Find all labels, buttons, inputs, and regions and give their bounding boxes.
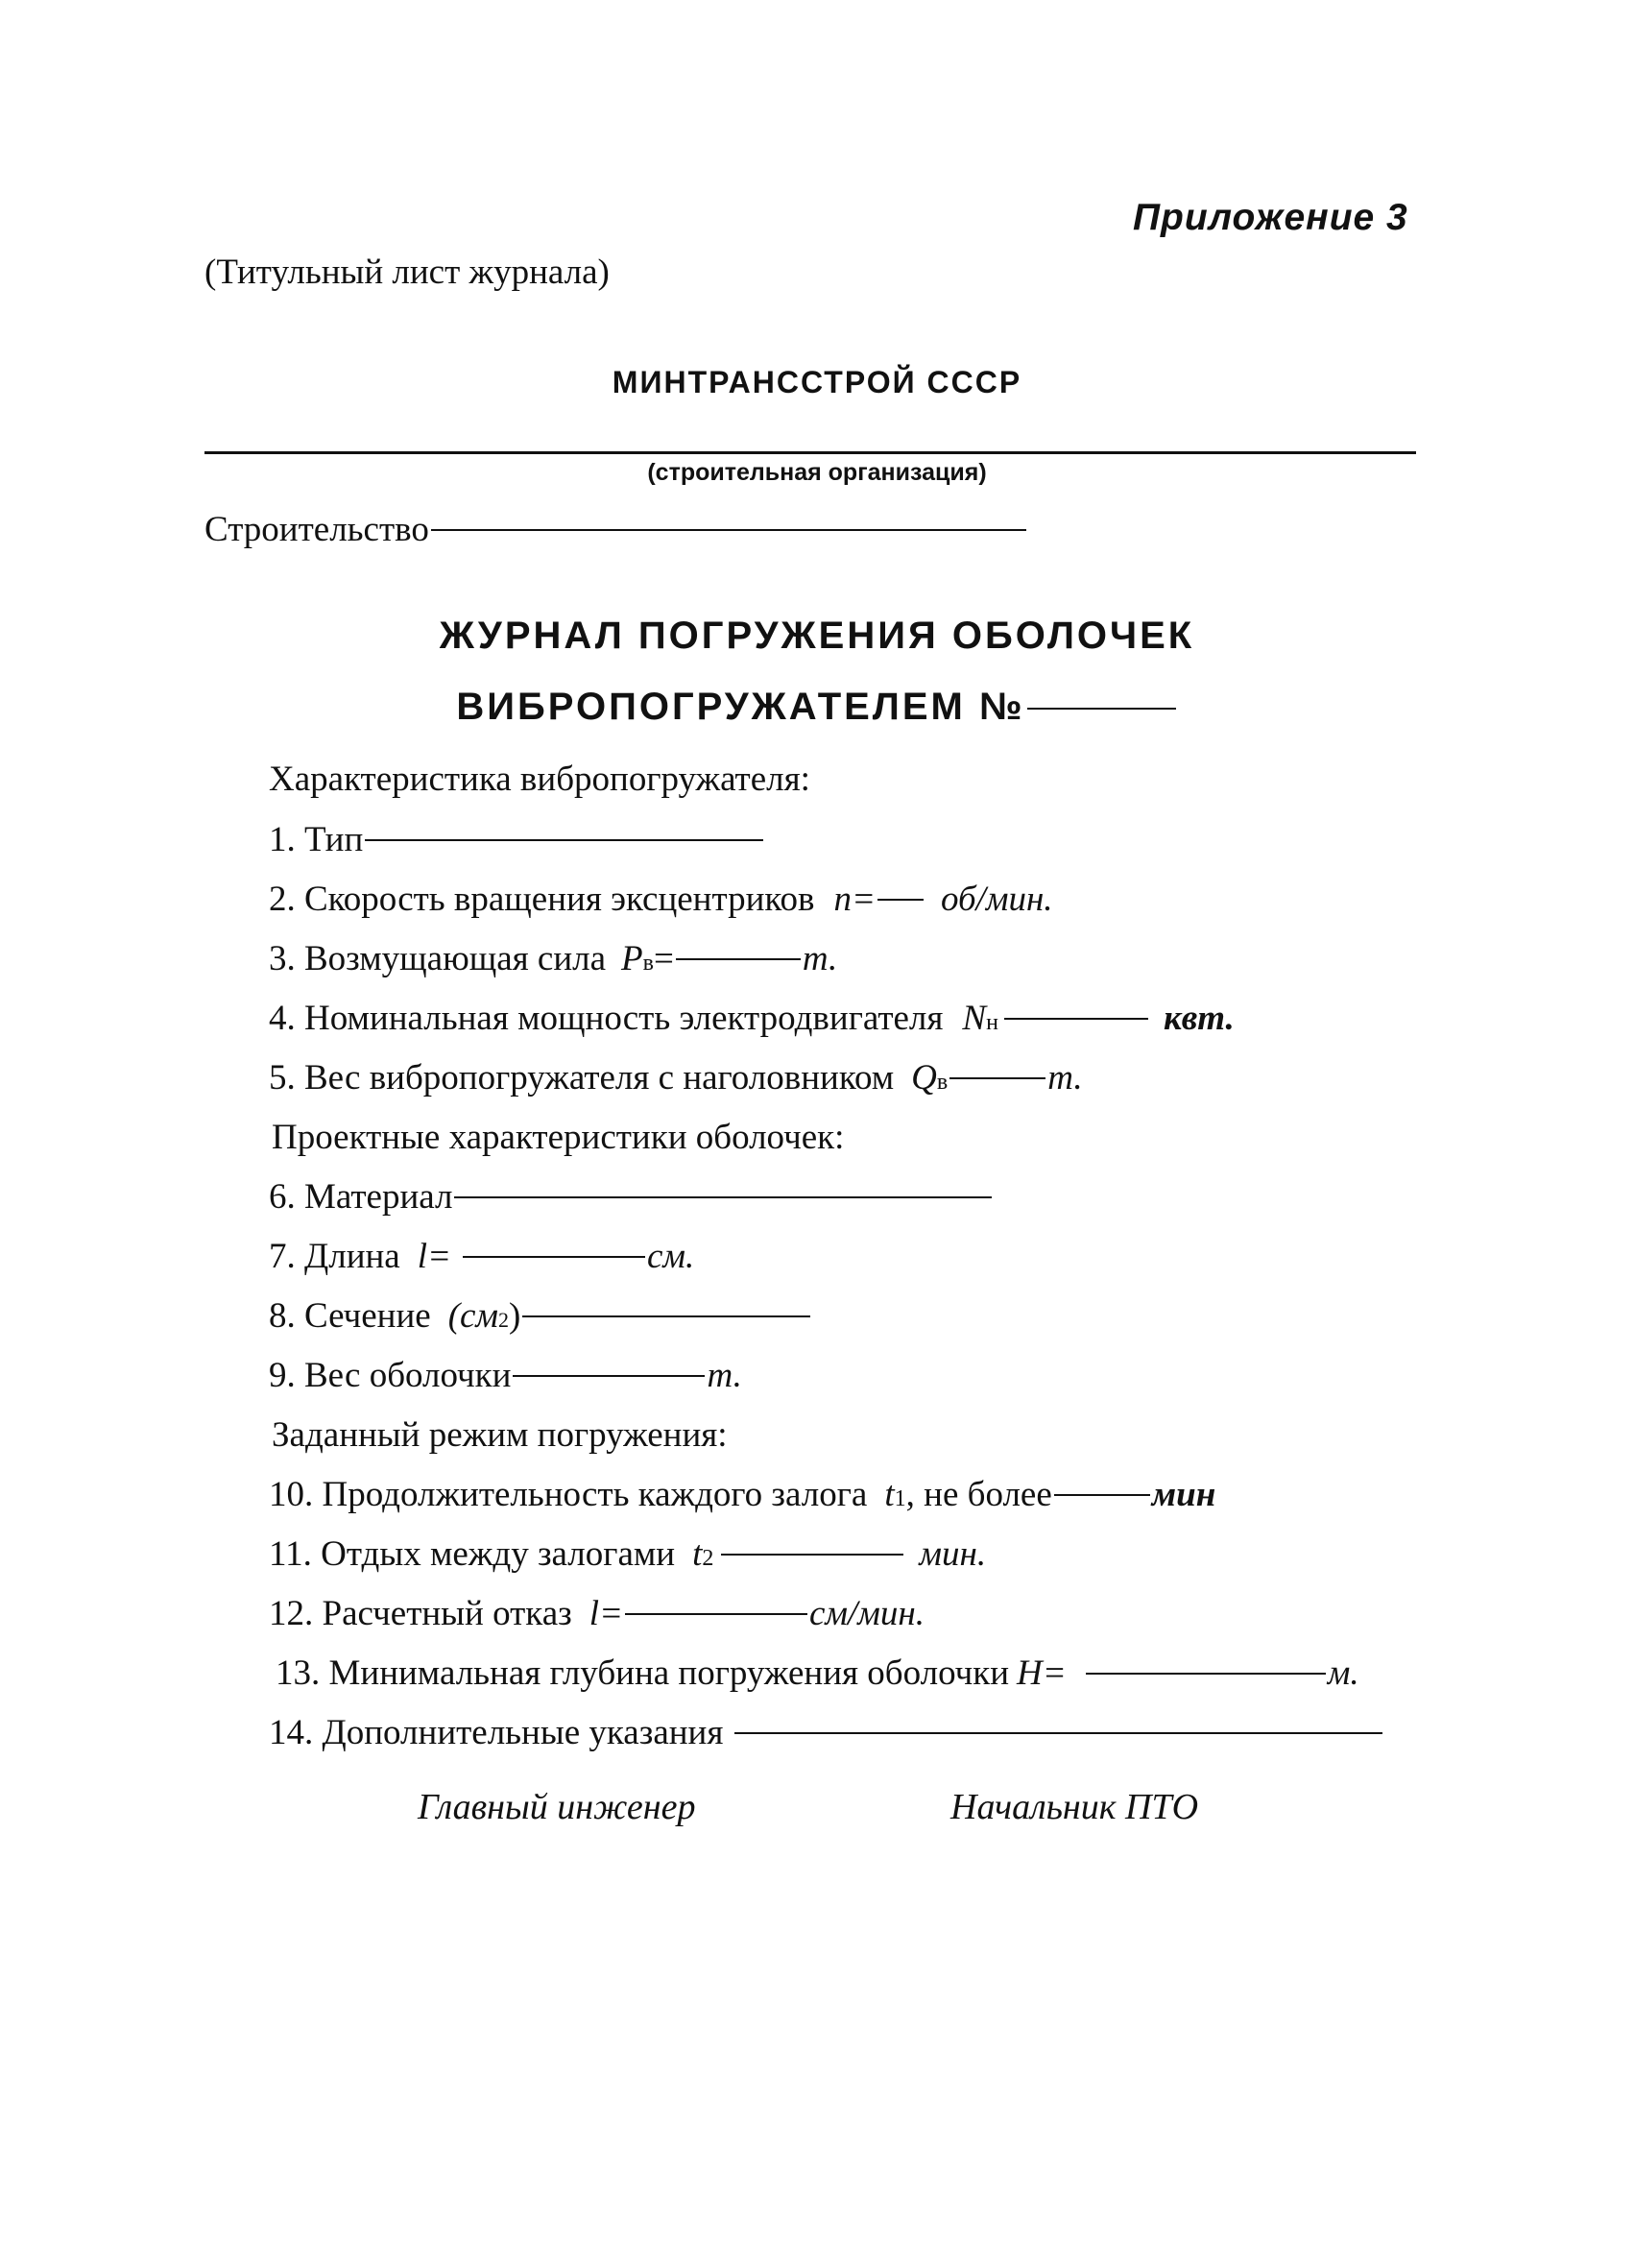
construction-label: Строительство [204, 510, 429, 549]
appendix-label: Приложение 3 [1133, 197, 1408, 238]
item-4-label: 4. Номинальная мощность электродвигателя [269, 999, 944, 1038]
item-1 [269, 819, 765, 860]
item-3-sub: в [642, 951, 654, 976]
organization-caption: (строительная организация) [647, 459, 987, 486]
item-9 [269, 1355, 742, 1396]
type-field[interactable] [365, 839, 763, 841]
item-12 [269, 1593, 925, 1634]
item-7-label: 7. Длина [269, 1237, 400, 1276]
item-10-unit: мин [1151, 1475, 1216, 1514]
length-field[interactable] [463, 1256, 645, 1258]
material-field[interactable] [454, 1196, 992, 1198]
rpm-field[interactable] [877, 899, 924, 901]
item-8-close: ) [509, 1296, 521, 1336]
item-10-rest: , не более [905, 1475, 1052, 1514]
item-10-sub: 1 [894, 1486, 906, 1511]
item-11 [269, 1533, 986, 1575]
item-10 [269, 1474, 1215, 1515]
item-10-label: 10. Продолжительность каждого залога [269, 1475, 868, 1514]
item-3-unit: т. [802, 939, 838, 978]
item-9-unit: т. [707, 1356, 742, 1395]
item-8-sup: 2 [498, 1308, 510, 1332]
item-2-label: 2. Скорость вращения эксцентриков [269, 880, 815, 919]
item-8-unit: (см [447, 1296, 499, 1336]
item-12-label: 12. Расчетный отказ [269, 1594, 572, 1633]
item-5-sub: в [936, 1070, 949, 1095]
item-11-label: 11. Отдых между залогами [269, 1534, 676, 1574]
item-13-label: 13. Минимальная глубина погружения оболочки [276, 1653, 1010, 1693]
item-6-label: 6. Материал [269, 1177, 453, 1217]
item-14 [269, 1712, 1384, 1753]
item-5-unit: т. [1047, 1058, 1083, 1098]
ministry-name: МИНТРАНССТРОЙ СССР [612, 365, 1022, 399]
vibrodriver-number-field[interactable] [1027, 708, 1176, 710]
item-6 [269, 1176, 994, 1218]
item-8-label: 8. Сечение [269, 1296, 431, 1336]
journal-subtitle-row [0, 686, 1634, 729]
item-5-label: 5. Вес вибропогружателя с наголовником [269, 1058, 895, 1098]
item-12-var: l= [589, 1594, 623, 1633]
item-1-label: 1. Тип [269, 820, 364, 859]
rest-duration-field[interactable] [721, 1554, 903, 1556]
weight-field[interactable] [949, 1077, 1045, 1079]
journal-subtitle: ВИБРОПОГРУЖАТЕЛЕМ № [456, 686, 1025, 728]
soak-duration-field[interactable] [1054, 1494, 1150, 1496]
item-7 [269, 1236, 694, 1277]
chief-engineer-signature: Главный инженер [418, 1787, 696, 1827]
section-vibro: Характеристика вибропогружателя: [269, 760, 810, 799]
item-14-label: 14. Дополнительные указания [269, 1713, 724, 1752]
item-2-unit: об/мин. [940, 880, 1053, 919]
journal-title: ЖУРНАЛ ПОГРУЖЕНИЯ ОБОЛОЧЕК [439, 615, 1195, 657]
shell-weight-field[interactable] [513, 1375, 705, 1377]
construction-field[interactable] [431, 529, 1026, 531]
item-5-var: Q [911, 1058, 937, 1098]
power-field[interactable] [1004, 1018, 1148, 1020]
section-shell: Проектные характеристики оболочек: [272, 1118, 845, 1157]
organization-field[interactable] [204, 451, 1416, 454]
item-4-var: N [962, 999, 987, 1038]
item-5 [269, 1057, 1083, 1098]
title-sheet-note: (Титульный лист журнала) [204, 253, 610, 292]
section-mode: Заданный режим погружения: [272, 1415, 728, 1455]
item-3 [269, 938, 837, 979]
item-3-label: 3. Возмущающая сила [269, 939, 607, 978]
item-10-var: t [884, 1475, 895, 1514]
item-7-unit: см. [646, 1237, 695, 1276]
item-11-unit: мин. [919, 1534, 987, 1574]
depth-field[interactable] [1086, 1673, 1326, 1675]
item-11-var: t [692, 1534, 703, 1574]
item-7-var: l= [417, 1237, 451, 1276]
refusal-field[interactable] [625, 1613, 807, 1615]
item-8 [269, 1295, 812, 1337]
item-3-eq: = [653, 939, 674, 978]
section-area-field[interactable] [522, 1315, 810, 1317]
item-2 [269, 879, 1053, 920]
additional-notes-field[interactable] [734, 1732, 1382, 1734]
item-4-sub: н [986, 1010, 998, 1035]
item-13-unit: м. [1327, 1653, 1359, 1693]
force-field[interactable] [676, 958, 801, 960]
item-12-unit: см/мин. [808, 1594, 925, 1633]
item-2-var: n= [833, 880, 876, 919]
item-9-label: 9. Вес оболочки [269, 1356, 512, 1395]
item-4-unit: квт. [1163, 999, 1235, 1038]
pto-head-signature: Начальник ПТО [950, 1787, 1199, 1827]
item-11-sub: 2 [702, 1546, 714, 1571]
item-13 [276, 1653, 1359, 1694]
item-3-var: P [621, 939, 643, 978]
item-4 [269, 998, 1235, 1039]
construction-row [204, 509, 1028, 550]
item-13-var: H= [1017, 1653, 1067, 1693]
